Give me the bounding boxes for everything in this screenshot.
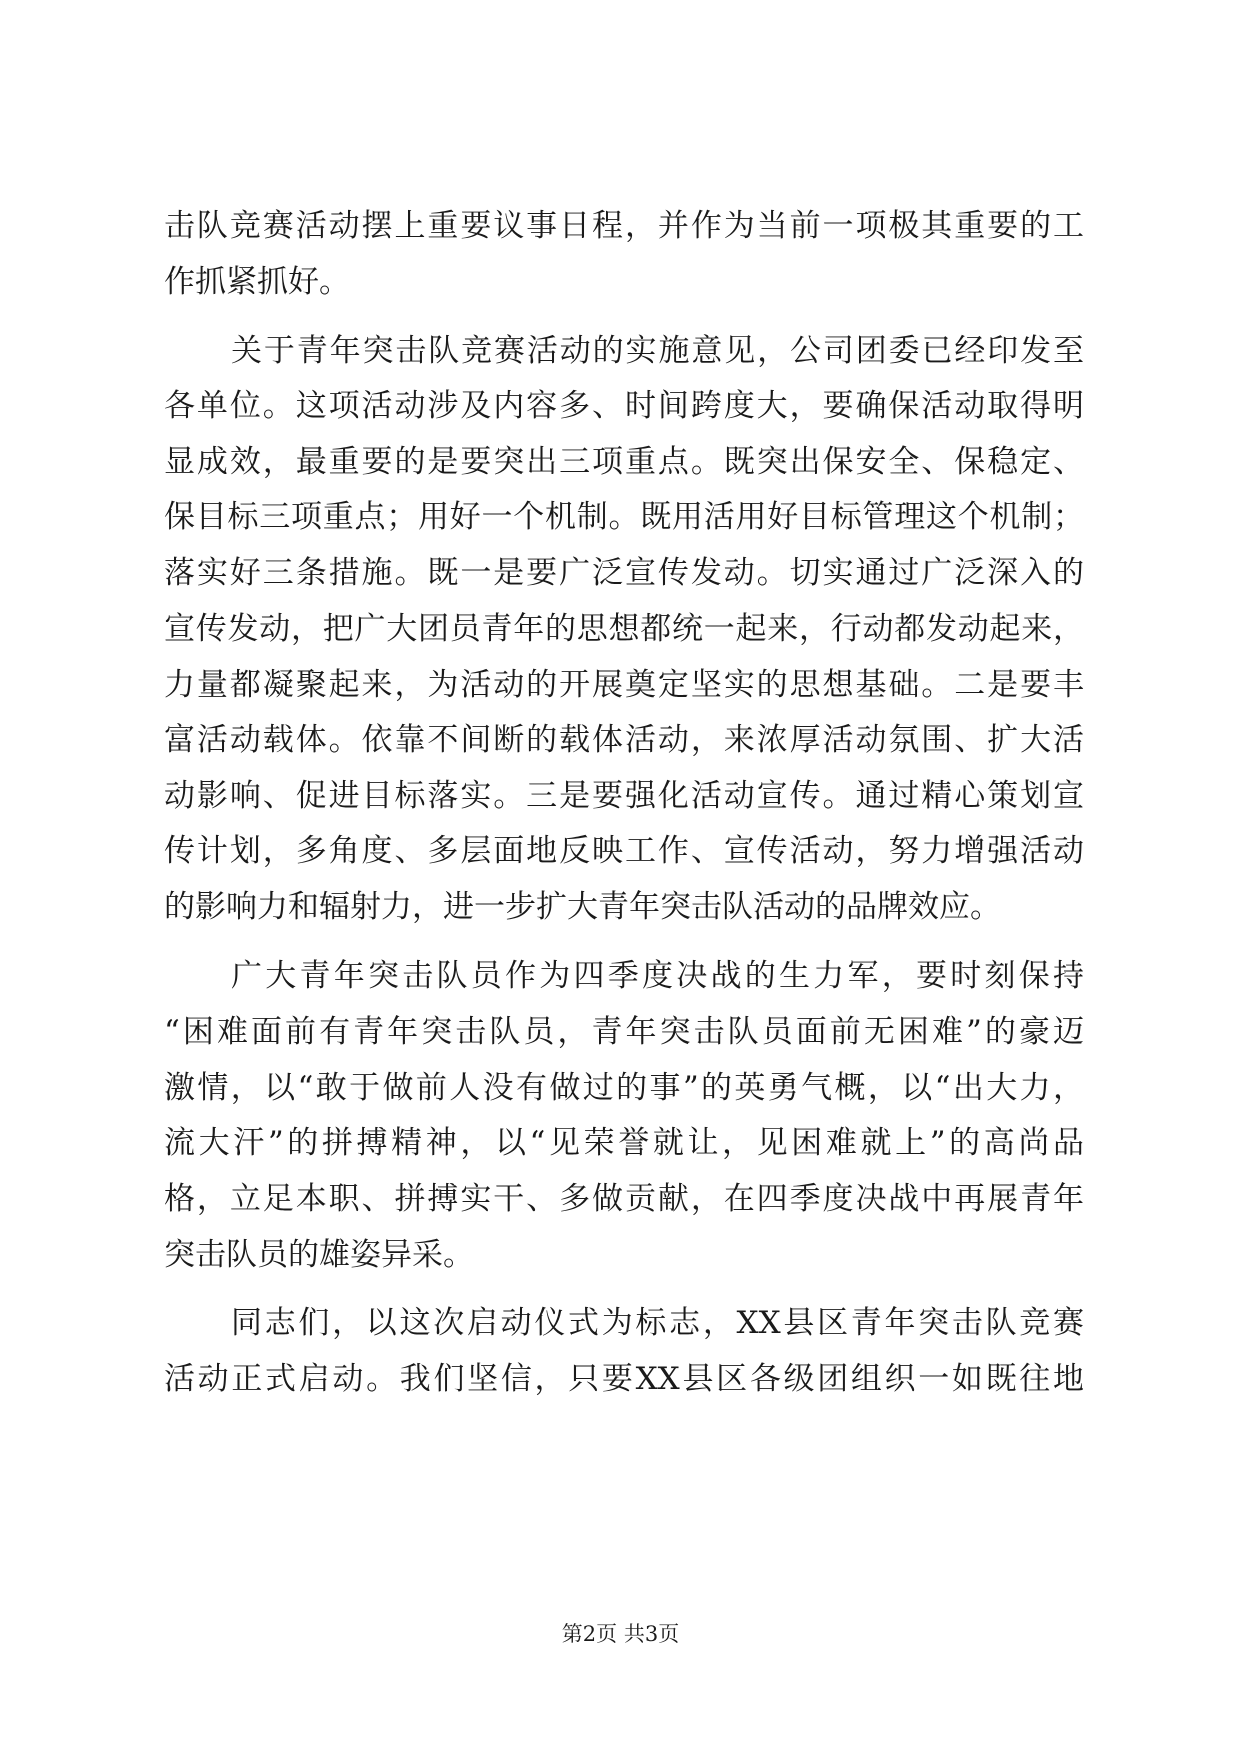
text-line: 宣传发动，把广大团员青年的思想都统一起来，行动都发动起来， bbox=[164, 611, 1084, 647]
paragraph-first-line: 同志们，以这次启动仪式为标志，XX县区青年突击队竞赛 bbox=[231, 1305, 1084, 1341]
text-line: 格，立足本职、拼搏实干、多做贡献，在四季度决战中再展青年 bbox=[164, 1181, 1084, 1217]
paragraph-first-line: 关于青年突击队竞赛活动的实施意见，公司团委已经印发至 bbox=[231, 333, 1084, 369]
text-line: 的影响力和辐射力，进一步扩大青年突击队活动的品牌效应。 bbox=[164, 889, 1001, 925]
text-line: 流大汗”的拼搏精神，以“见荣誉就让，见困难就上”的高尚品 bbox=[164, 1125, 1084, 1161]
text-line: 传计划，多角度、多层面地反映工作、宣传活动，努力增强活动 bbox=[164, 833, 1084, 869]
text-line: 力量都凝聚起来，为活动的开展奠定坚实的思想基础。二是要丰 bbox=[164, 667, 1084, 703]
text-line: 落实好三条措施。既一是要广泛宣传发动。切实通过广泛深入的 bbox=[164, 555, 1084, 591]
text-line: 各单位。这项活动涉及内容多、时间跨度大，要确保活动取得明 bbox=[164, 388, 1084, 424]
page-footer: 第2页 共3页 bbox=[561, 1622, 680, 1646]
text-line: 显成效，最重要的是要突出三项重点。既突出保安全、保稳定、 bbox=[164, 444, 1084, 480]
text-line: 激情，以“敢于做前人没有做过的事”的英勇气概，以“出大力， bbox=[164, 1070, 1084, 1106]
paragraph-first-line: 广大青年突击队员作为四季度决战的生力军，要时刻保持 bbox=[231, 958, 1084, 994]
text-line: 作抓紧抓好。 bbox=[164, 264, 350, 300]
text-line: 活动正式启动。我们坚信，只要XX县区各级团组织一如既往地 bbox=[164, 1361, 1084, 1397]
text-line: 动影响、促进目标落实。三是要强化活动宣传。通过精心策划宣 bbox=[164, 778, 1084, 814]
text-line: 击队竞赛活动摆上重要议事日程，并作为当前一项极其重要的工 bbox=[164, 208, 1084, 244]
text-line: 保目标三项重点；用好一个机制。既用活用好目标管理这个机制； bbox=[164, 499, 1084, 535]
text-line: “困难面前有青年突击队员，青年突击队员面前无困难”的豪迈 bbox=[164, 1014, 1084, 1050]
text-line: 突击队员的雄姿异采。 bbox=[164, 1237, 474, 1273]
text-line: 富活动载体。依靠不间断的载体活动，来浓厚活动氛围、扩大活 bbox=[164, 722, 1084, 758]
